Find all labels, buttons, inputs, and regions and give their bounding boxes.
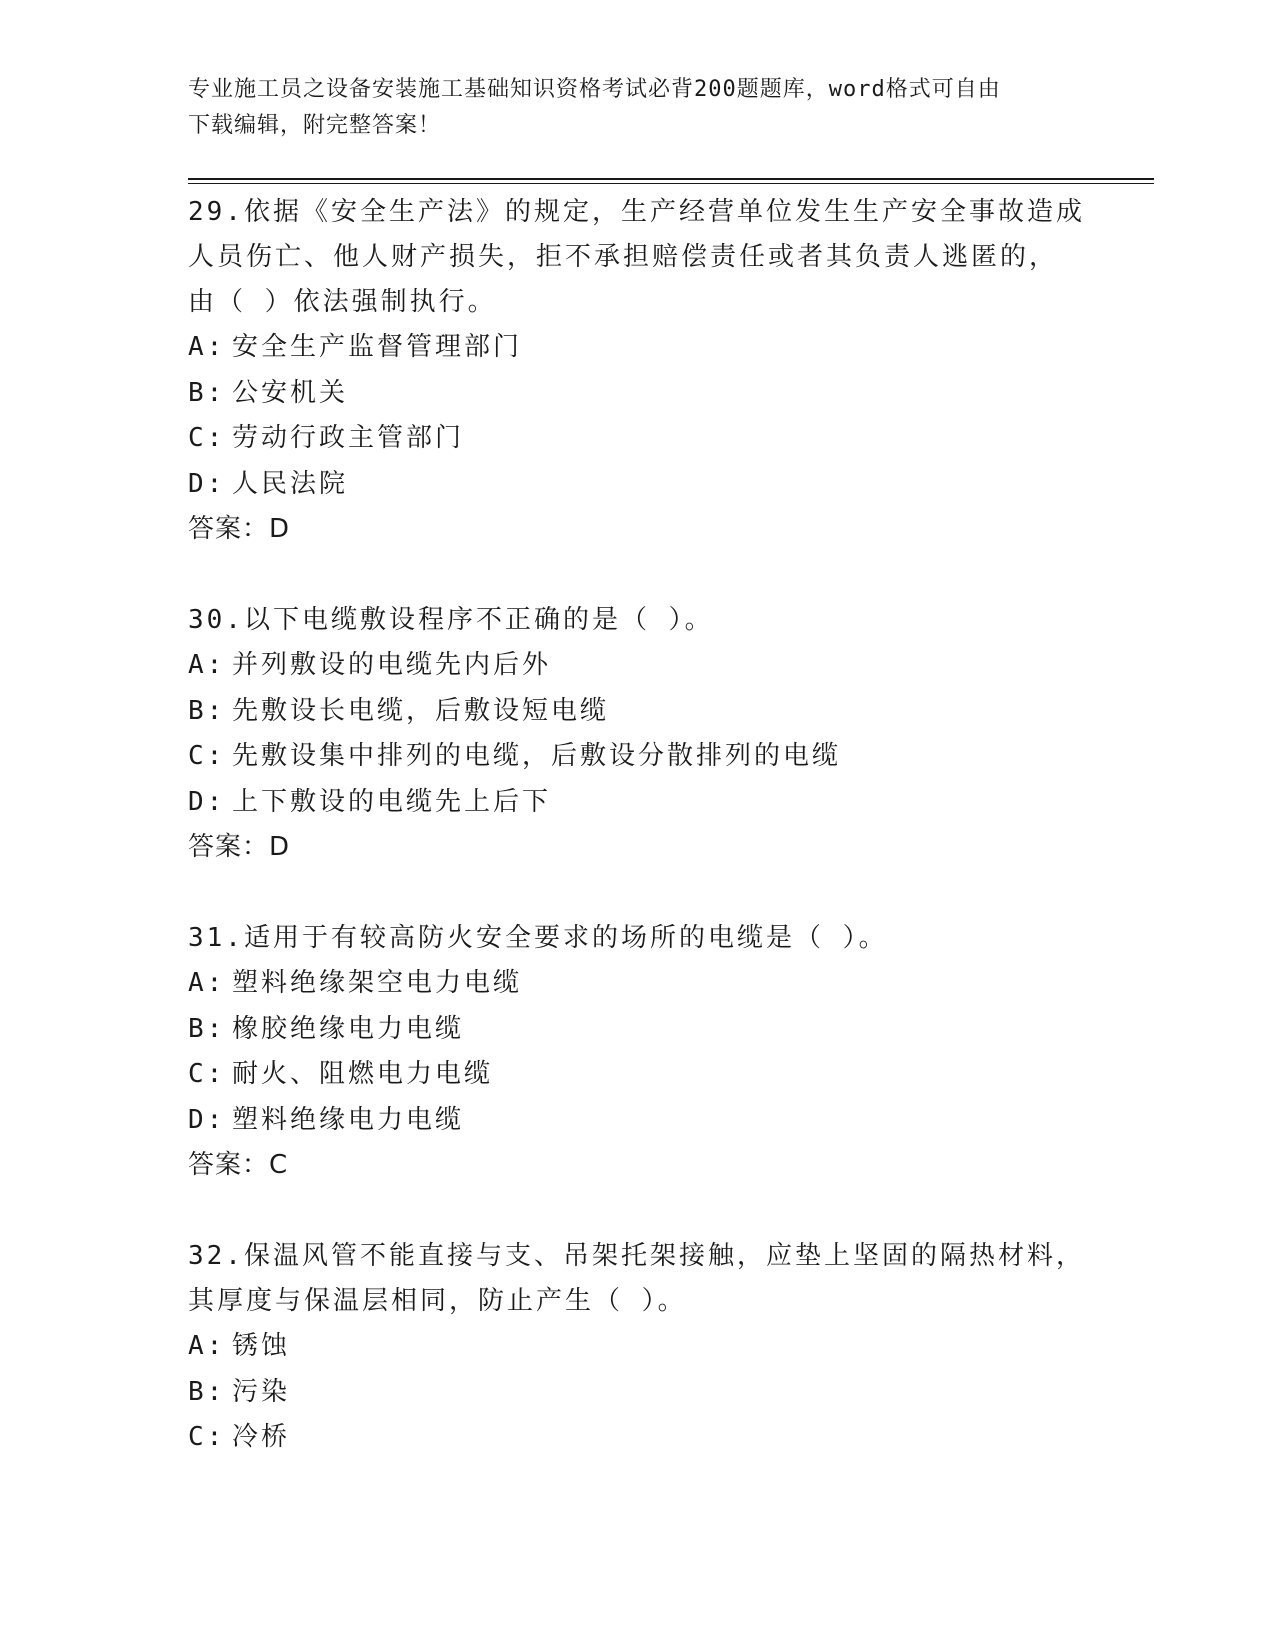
question-stem-line: 29.依据《安全生产法》的规定，生产经营单位发生生产安全事故造成: [188, 197, 1085, 227]
option-letter: B:: [188, 377, 226, 408]
option-letter: C:: [188, 423, 226, 453]
answer-line: 答案：D: [188, 832, 291, 862]
question-spacer: [188, 870, 1088, 916]
question-spacer: [188, 1188, 1088, 1234]
option-text: 劳动行政主管部门: [232, 423, 465, 453]
option-letter: D:: [188, 468, 226, 499]
question-spacer: [188, 552, 1088, 598]
option-c: [188, 1415, 1088, 1461]
question-list: [188, 190, 1088, 1461]
option-letter: B:: [188, 1376, 226, 1407]
option-text: 塑料绝缘架空电力电缆: [232, 968, 523, 998]
option-letter: A:: [188, 332, 226, 362]
option-text: 橡胶绝缘电力电缆: [232, 1013, 465, 1044]
question-31: [188, 916, 1088, 1188]
question-stem-line: 其厚度与保温层相同，防止产生（ ）。: [188, 1286, 687, 1316]
option-letter: D:: [188, 1104, 226, 1135]
option-letter: A:: [188, 968, 226, 998]
option-a: [188, 1324, 1088, 1370]
header-line-1: 专业施工员之设备安装施工基础知识资格考试必背200题题库，word格式可自由: [188, 77, 1001, 102]
option-d: [188, 462, 1088, 508]
option-c: [188, 734, 1088, 780]
option-text: 锈蚀: [232, 1331, 291, 1361]
question-stem-line: 31.适用于有较高防火安全要求的场所的电缆是（ ）。: [188, 923, 888, 953]
option-text: 安全生产监督管理部门: [232, 332, 523, 362]
option-text: 先敷设集中排列的电缆，后敷设分散排列的电缆: [232, 741, 842, 771]
document-header: [188, 72, 1088, 144]
option-c: [188, 1052, 1088, 1098]
option-letter: C:: [188, 1059, 226, 1089]
option-letter: B:: [188, 1013, 226, 1044]
option-b: [188, 1007, 1088, 1053]
option-text: 污染: [232, 1376, 291, 1407]
header-line-2: 下载编辑，附完整答案！: [188, 113, 442, 138]
header-divider-thick: [188, 178, 1154, 180]
option-letter: B:: [188, 695, 226, 726]
option-letter: C:: [188, 1422, 226, 1452]
answer-line: 答案：D: [188, 514, 291, 544]
option-text: 塑料绝缘电力电缆: [232, 1104, 465, 1135]
option-b: [188, 1370, 1088, 1416]
option-a: [188, 961, 1088, 1007]
option-b: [188, 689, 1088, 735]
question-stem-line: 由（ ）依法强制执行。: [188, 287, 497, 317]
option-a: [188, 325, 1088, 371]
option-c: [188, 416, 1088, 462]
option-d: [188, 780, 1088, 826]
option-text: 并列敷设的电缆先内后外: [232, 650, 552, 680]
option-letter: D:: [188, 786, 226, 817]
option-text: 先敷设长电缆，后敷设短电缆: [232, 695, 610, 726]
option-d: [188, 1098, 1088, 1144]
option-text: 人民法院: [232, 468, 349, 499]
header-divider-thin: [188, 183, 1154, 184]
option-letter: C:: [188, 741, 226, 771]
question-stem-line: 人员伤亡、他人财产损失，拒不承担赔偿责任或者其负责人逃匿的，: [188, 242, 1059, 272]
question-stem-line: 30.以下电缆敷设程序不正确的是（ ）。: [188, 605, 714, 635]
answer-line: 答案：C: [188, 1150, 289, 1180]
option-text: 上下敷设的电缆先上后下: [232, 786, 552, 817]
option-letter: A:: [188, 1331, 226, 1361]
option-letter: A:: [188, 650, 226, 680]
option-text: 公安机关: [232, 377, 349, 408]
question-29: [188, 190, 1088, 552]
question-stem-line: 32.保温风管不能直接与支、吊架托架接触，应垫上坚固的隔热材料，: [188, 1241, 1085, 1271]
question-30: [188, 598, 1088, 870]
option-b: [188, 371, 1088, 417]
option-text: 冷桥: [232, 1422, 291, 1452]
option-a: [188, 643, 1088, 689]
option-text: 耐火、阻燃电力电缆: [232, 1059, 494, 1089]
question-32: [188, 1234, 1088, 1461]
